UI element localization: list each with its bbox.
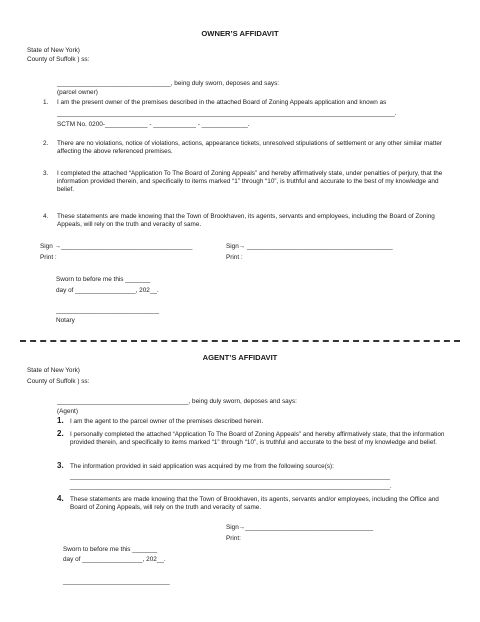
agent-county: County of Suffolk ) ss: bbox=[27, 378, 90, 385]
agent-sworn-before[interactable]: Sworn to before me this _______ bbox=[63, 546, 158, 553]
owner-sctm-line[interactable]: SCTM No. 0200-____________ - ____________ - _____________. bbox=[57, 121, 250, 128]
agent-item-number: 3. bbox=[57, 461, 64, 470]
agent-sign[interactable]: Sign→____________________________________ bbox=[226, 524, 374, 531]
agent-item-number: 2. bbox=[57, 429, 64, 438]
agent-notary-line[interactable]: ______________________________ bbox=[63, 578, 170, 585]
section-divider bbox=[20, 340, 460, 342]
agent-item-text: I am the agent to the parcel owner of the premises described herein. bbox=[70, 418, 264, 425]
owner-item-text: I am the present owner of the premises described in the attached Board of Zoning Appeals application and known as bbox=[57, 99, 387, 106]
agent-source-line[interactable]: __________________________________________________________________________________________ bbox=[70, 473, 390, 480]
owner-notary-label: Notary bbox=[56, 317, 75, 324]
owner-item-text: These statements are made knowing that the Town of Brookhaven, its agents, servants and employees, including the Board of Zoning Appeals, will rely on the truth and veracity of same. bbox=[57, 213, 435, 228]
owner-sign-right[interactable]: Sign→ _________________________________________ bbox=[226, 243, 393, 250]
agent-state: State of New York) bbox=[27, 367, 80, 374]
agent-source-line[interactable]: __________________________________________________________________________________________. bbox=[70, 483, 392, 490]
agent-item-text: These statements are made knowing that the Town of Brookhaven, its agents, servants and/or employees, including the Office and Board of Zoning Appeals, will rely on the truth and veracity of same. bbox=[70, 496, 439, 511]
agent-party-label: (Agent) bbox=[57, 408, 78, 415]
owner-sworn-before[interactable]: Sworn to before me this _______ bbox=[56, 276, 151, 283]
agent-item-number: 1. bbox=[57, 416, 64, 425]
agent-day-of[interactable]: day of _________________, 202__. bbox=[63, 556, 166, 563]
owner-notary-line[interactable]: _____________________________ bbox=[56, 307, 160, 314]
owner-affidavit-title: OWNER’S AFFIDAVIT bbox=[201, 29, 279, 38]
owner-item-number: 2. bbox=[43, 140, 49, 147]
owner-item-text: There are no violations, notice of violations, actions, appearance tickets, unresolved stipulations of settlement or any other similar matter affecting the above referenced premises. bbox=[57, 140, 443, 155]
owner-state: State of New York) bbox=[27, 47, 80, 54]
agent-affidavit-title: AGENT’S AFFIDAVIT bbox=[202, 353, 278, 362]
owner-print-left: Print : bbox=[40, 254, 57, 261]
owner-item-number: 3. bbox=[43, 170, 49, 177]
owner-print-right: Print : bbox=[226, 254, 243, 261]
owner-address-line[interactable]: _______________________________________________________________________________________________. bbox=[57, 110, 397, 117]
owner-party-label: (parcel owner) bbox=[57, 89, 98, 96]
agent-item-text: I personally completed the attached “Application To The Board of Zoning Appeals” and hereby affirmatively state, that the information provided therein, and specifically to items marked “1” through “10”, is truthful and accurate to the best of my knowledge and belief. bbox=[70, 431, 445, 446]
owner-sworn-line[interactable]: ________________________________, being duly sworn, deposes and says: bbox=[57, 80, 280, 87]
agent-item-number: 4. bbox=[57, 494, 64, 503]
owner-sign-left[interactable]: Sign →_____________________________________ bbox=[40, 243, 193, 250]
owner-item-number: 1. bbox=[43, 99, 49, 106]
owner-item-text: I completed the attached “Application To The Board of Zoning Appeals” and hereby affirmatively state, under penalties of perjury, that the information provided therein, and specifically to items marked “1” through “10”, is truthful and accurate to the best of my knowledge and belief. bbox=[57, 170, 443, 193]
agent-item-text: The information provided in said application was acquired by me from the following source(s): bbox=[70, 463, 334, 470]
agent-sworn-line[interactable]: _____________________________________, being duly sworn, deposes and says: bbox=[57, 398, 297, 405]
owner-item-number: 4. bbox=[43, 213, 49, 220]
agent-print: Print: bbox=[226, 535, 241, 542]
owner-day-of[interactable]: day of _________________, 202__. bbox=[56, 287, 159, 294]
owner-county: County of Suffolk ) ss: bbox=[27, 56, 90, 63]
